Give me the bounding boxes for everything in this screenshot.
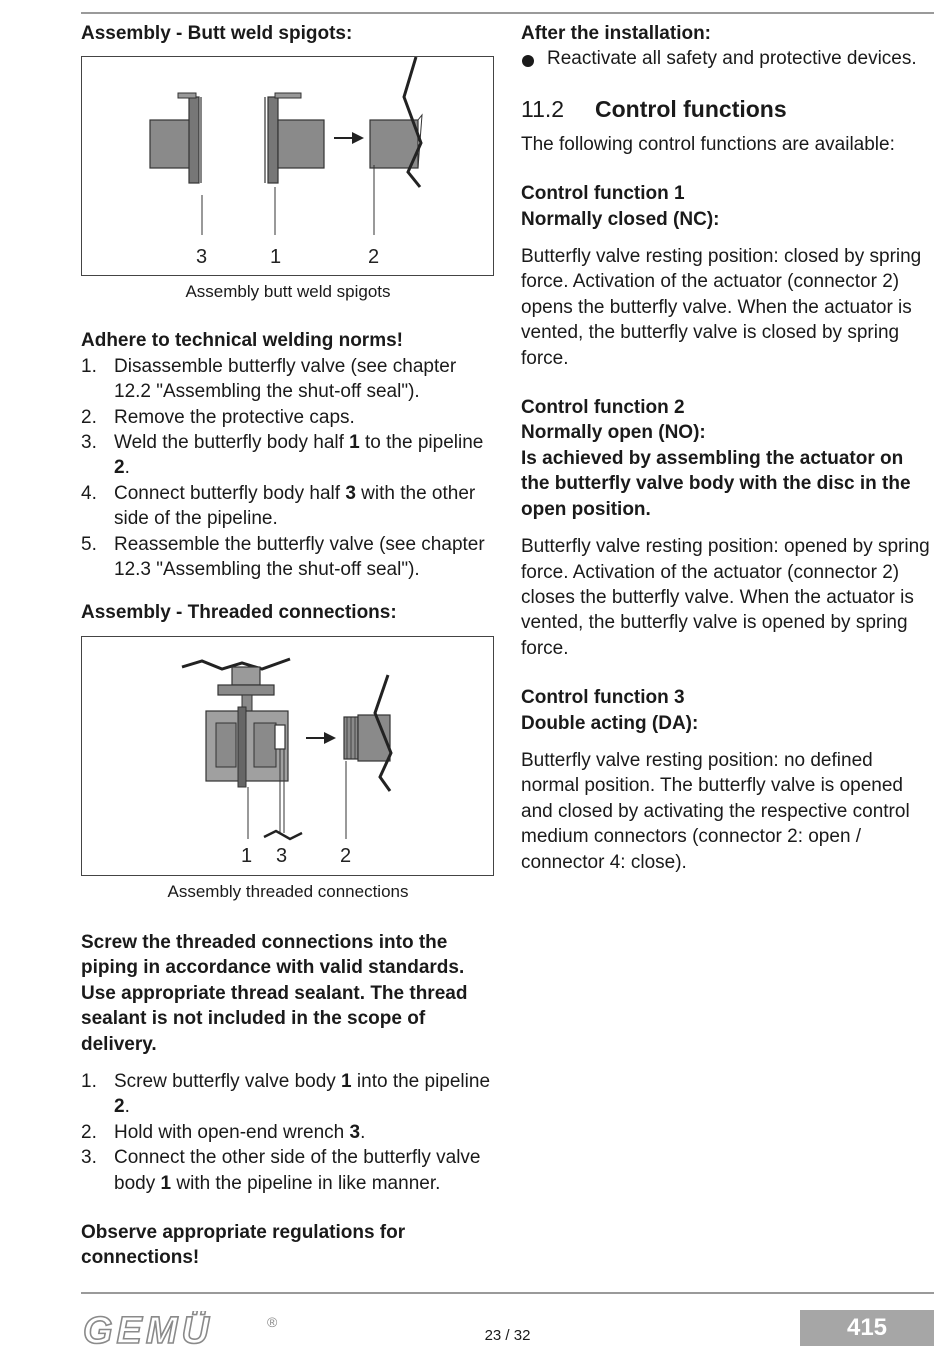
after-installation-heading: After the installation: — [521, 23, 712, 44]
threaded-caption: Assembly threaded connections — [167, 881, 409, 901]
list-item-text: Screw butterfly valve body 1 into the pipeline 2. — [114, 1070, 491, 1118]
list-item — [81, 1120, 495, 1145]
welding-norms-heading: Adhere to technical welding norms! — [81, 330, 403, 352]
section-heading — [521, 94, 934, 124]
butt-weld-figure — [81, 56, 494, 276]
list-item — [81, 405, 495, 430]
cf3-title: Control function 3 — [521, 687, 685, 709]
after-installation-text: Reactivate all safety and protective devices. — [547, 48, 917, 70]
threaded-figure — [81, 636, 494, 876]
list-item-number: 2. — [81, 1121, 97, 1143]
svg-text:®: ® — [267, 1314, 278, 1330]
cf2-text: Butterfly valve resting position: opened by spring force. Activation of the actuator (connector 2) closes the butterfly valve. When the actuator is vented, the butterfly valve is opened by spring force. — [521, 536, 930, 659]
section-intro: The following control functions are available: — [521, 133, 895, 155]
list-item-text: Connect butterfly body half 3 with the other side of the pipeline. — [114, 482, 476, 530]
list-item — [81, 481, 495, 532]
section-title: Control functions — [595, 95, 787, 122]
list-item-text: Disassemble butterfly valve (see chapter 12.2 "Assembling the shut-off seal"). — [114, 355, 457, 403]
cf1-text: Butterfly valve resting position: closed by spring force. Activation of the actuator (connector 2) opens the butterfly valve. When the actuator is vented, the butterfly valve is closed by spring force. — [521, 246, 922, 369]
screw-note: Screw the threaded connections into the piping in accordance with valid standards. Use appropriate thread sealant. The thread sealant is not included in the scope of delivery. — [81, 931, 468, 1055]
cf3-subtitle: Double acting (DA): — [521, 712, 699, 734]
list-item-number: 4. — [81, 482, 97, 504]
butt-weld-caption: Assembly butt weld spigots — [185, 282, 391, 302]
list-item-text: Hold with open-end wrench 3. — [114, 1121, 366, 1143]
welding-steps-list — [81, 354, 495, 583]
list-item-text: Weld the butterfly body half 1 to the pipeline 2. — [114, 432, 484, 479]
list-item — [81, 354, 495, 405]
butt-label-1: 1 — [270, 246, 282, 269]
list-item — [81, 532, 495, 583]
list-item-text: Remove the protective caps. — [114, 406, 355, 428]
top-rule — [81, 12, 934, 14]
list-item-text: Reassemble the butterfly valve (see chapter 12.3 "Assembling the shut-off seal"). — [114, 533, 485, 581]
model-badge: 415 — [800, 1310, 934, 1346]
left-column — [81, 21, 495, 1271]
list-item-number: 3. — [81, 432, 97, 454]
after-installation-bullet — [521, 46, 934, 71]
cf2-note: Is achieved by assembling the actuator on the butterfly valve body with the disc in the open position. — [521, 447, 911, 520]
list-item — [81, 1069, 495, 1120]
list-item — [81, 1145, 495, 1196]
bullet-dot-icon — [522, 55, 534, 67]
list-item-number: 3. — [81, 1147, 97, 1169]
butt-label-2: 2 — [368, 246, 380, 269]
cf2-title: Control function 2 — [521, 397, 685, 419]
threaded-steps-list — [81, 1069, 495, 1196]
threaded-heading: Assembly - Threaded connections: — [81, 602, 397, 624]
gemu-logo — [81, 1311, 291, 1356]
page-number: 23 / 32 — [484, 1327, 531, 1344]
gemu-logo-icon — [81, 1311, 291, 1351]
list-item-number: 2. — [81, 406, 97, 428]
cf2-subtitle: Normally open (NO): — [521, 422, 706, 444]
list-item-text: Connect the other side of the butterfly valve body 1 with the pipeline in like manner. — [114, 1147, 481, 1194]
list-item — [81, 430, 495, 481]
butt-label-3: 3 — [196, 246, 208, 269]
thread-label-1: 1 — [241, 844, 253, 867]
svg-text:GEMÜ: GEMÜ — [83, 1311, 213, 1351]
list-item-number: 1. — [81, 355, 97, 377]
cf1-title: Control function 1 — [521, 183, 685, 205]
butt-weld-illustration — [82, 57, 493, 275]
cf3-text: Butterfly valve resting position: no defined normal position. The butterfly valve is opened and closed by activating the respective control medium connectors (connector 2: open / connector 4: close). — [521, 749, 910, 873]
cf1-subtitle: Normally closed (NC): — [521, 208, 720, 230]
list-item-number: 1. — [81, 1070, 97, 1092]
butt-weld-heading: Assembly - Butt weld spigots: — [81, 23, 353, 44]
list-item-number: 5. — [81, 533, 97, 555]
thread-label-3: 3 — [276, 844, 288, 867]
thread-label-2: 2 — [340, 844, 352, 867]
regulations-note: Observe appropriate regulations for connections! — [81, 1221, 406, 1269]
threaded-illustration — [82, 637, 493, 875]
section-number: 11.2 — [521, 95, 565, 122]
footer-rule — [81, 1292, 934, 1294]
right-column — [521, 21, 934, 875]
